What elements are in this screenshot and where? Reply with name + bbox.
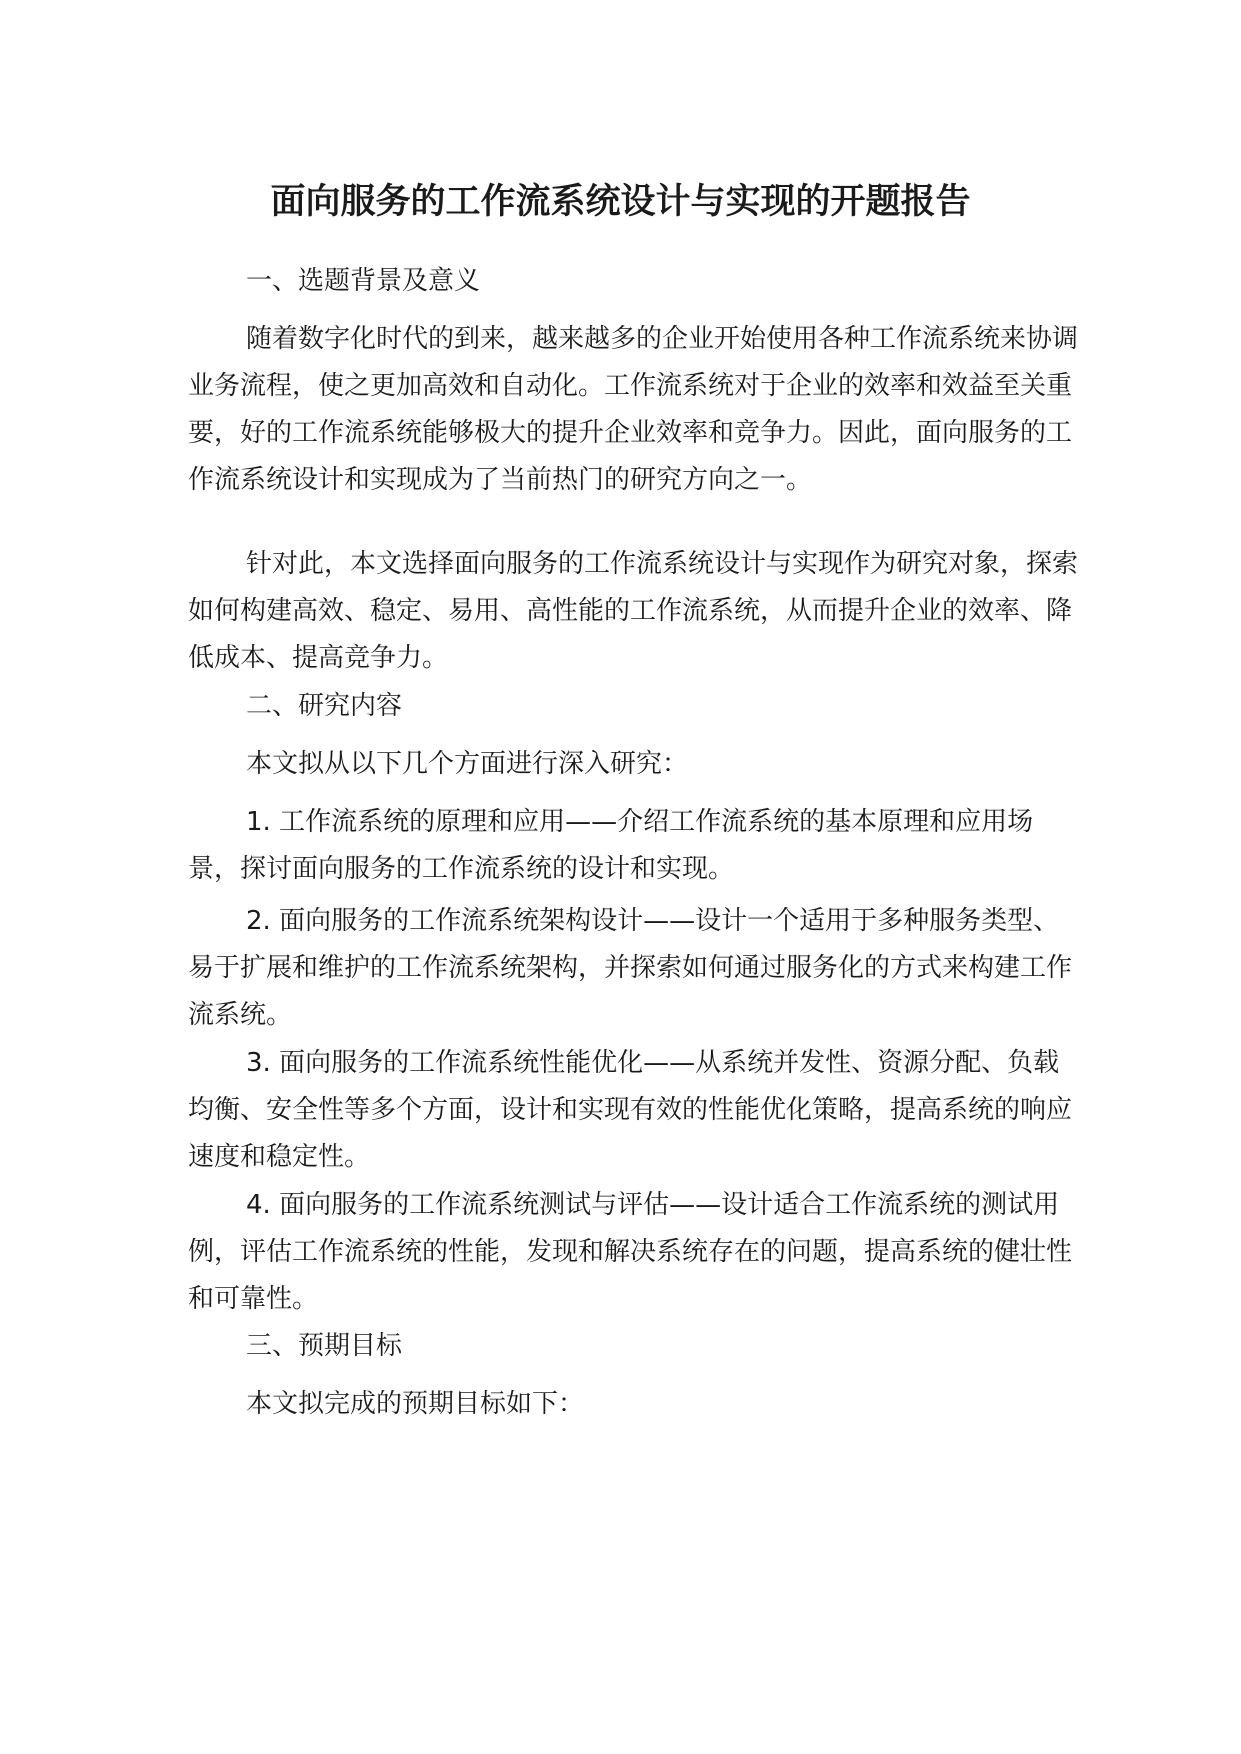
section-3-intro — [188, 1381, 1078, 1428]
research-item-2 — [188, 898, 1078, 1039]
list-item: 4. 面向服务的工作流系统测试与评估——设计适合工作流系统的测试用例，评估工作流系统的性能，发现和解决系统存在的问题，提高系统的健壮性和可靠性。 — [188, 1190, 1073, 1314]
list-item: 2. 面向服务的工作流系统架构设计——设计一个适用于多种服务类型、易于扩展和维护的工作流系统架构，并探索如何通过服务化的方式来构建工作流系统。 — [188, 906, 1073, 1030]
section-heading: 三、预期目标 — [246, 1331, 403, 1361]
list-item: 1. 工作流系统的原理和应用——介绍工作流系统的基本原理和应用场景，探讨面向服务的工作流系统的设计和实现。 — [188, 807, 1034, 884]
section-3 — [188, 1323, 1078, 1370]
paragraph: 随着数字化时代的到来，越来越多的企业开始使用各种工作流系统来协调业务流程，使之更加高效和自动化。工作流系统对于企业的效率和效益至关重要，好的工作流系统能够极大的提升企业效率和竞争力。因此，面向服务的工作流系统设计和实现成为了当前热门的研究方向之一。 — [188, 324, 1079, 495]
section-heading: 一、选题背景及意义 — [246, 266, 481, 296]
section-2-intro — [188, 741, 1078, 788]
paragraph: 本文拟从以下几个方面进行深入研究： — [246, 749, 689, 779]
section-1-paragraph-2 — [188, 541, 1078, 682]
section-1 — [188, 258, 1078, 305]
research-item-4 — [188, 1182, 1078, 1323]
section-2 — [188, 683, 1078, 730]
section-heading: 二、研究内容 — [246, 691, 403, 721]
list-item: 3. 面向服务的工作流系统性能优化——从系统并发性、资源分配、负载均衡、安全性等多个方面，设计和实现有效的性能优化策略，提高系统的响应速度和稳定性。 — [188, 1048, 1073, 1172]
section-1-paragraph-1 — [188, 316, 1078, 504]
paragraph: 针对此，本文选择面向服务的工作流系统设计与实现作为研究对象，探索如何构建高效、稳定、易用、高性能的工作流系统，从而提升企业的效率、降低成本、提高竞争力。 — [188, 549, 1079, 673]
research-item-1 — [188, 799, 1078, 893]
document-title: 面向服务的工作流系统设计与实现的开题报告 — [270, 182, 971, 222]
paragraph: 本文拟完成的预期目标如下： — [246, 1389, 585, 1419]
research-item-3 — [188, 1040, 1078, 1181]
